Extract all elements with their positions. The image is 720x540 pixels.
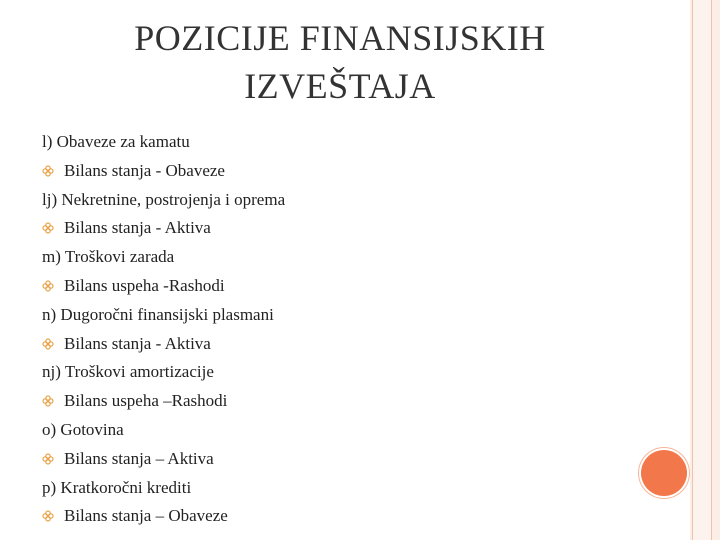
list-item-label: Bilans uspeha –Rashodi (64, 391, 228, 411)
list-heading: o) Gotovina (42, 419, 124, 439)
list-item (42, 387, 642, 416)
slide-title-line-1: POZICIJE FINANSIJSKIH (134, 18, 546, 58)
list-heading: m) Troškovi zarada (42, 247, 175, 267)
flower-bullet-icon (42, 510, 54, 522)
list-heading: lj) Nekretnine, postrojenja i oprema (42, 189, 286, 209)
flower-bullet-icon (42, 222, 54, 234)
list-heading: p) Kratkoročni krediti (42, 477, 192, 497)
list-item-label: Bilans stanja – Obaveze (64, 506, 228, 526)
list-item (42, 272, 642, 301)
flower-bullet-icon (42, 395, 54, 407)
list-item (42, 502, 642, 531)
list-item (42, 214, 642, 243)
list-item-label: Bilans stanja - Aktiva (64, 218, 211, 238)
list-heading: nj) Troškovi amortizacije (42, 362, 214, 382)
list-item (42, 445, 642, 474)
orange-circle-icon (641, 450, 687, 496)
list-item-label: Bilans stanja - Obaveze (64, 160, 225, 180)
list-item-label: Bilans stanja – Aktiva (64, 448, 214, 468)
list-item (42, 157, 642, 186)
flower-bullet-icon (42, 280, 54, 292)
list-item (42, 330, 642, 359)
positions-list (42, 128, 642, 531)
flower-bullet-icon (42, 165, 54, 177)
flower-bullet-icon (42, 338, 54, 350)
list-heading: n) Dugoročni finansijski plasmani (42, 304, 274, 324)
list-heading: l) Obaveze za kamatu (42, 132, 190, 151)
slide-title-line-2: IZVEŠTAJA (244, 66, 436, 106)
slide-title (60, 14, 620, 110)
right-decorative-rail (692, 0, 712, 540)
list-item-label: Bilans uspeha -Rashodi (64, 275, 225, 295)
list-item-label: Bilans stanja - Aktiva (64, 333, 211, 353)
flower-bullet-icon (42, 453, 54, 465)
